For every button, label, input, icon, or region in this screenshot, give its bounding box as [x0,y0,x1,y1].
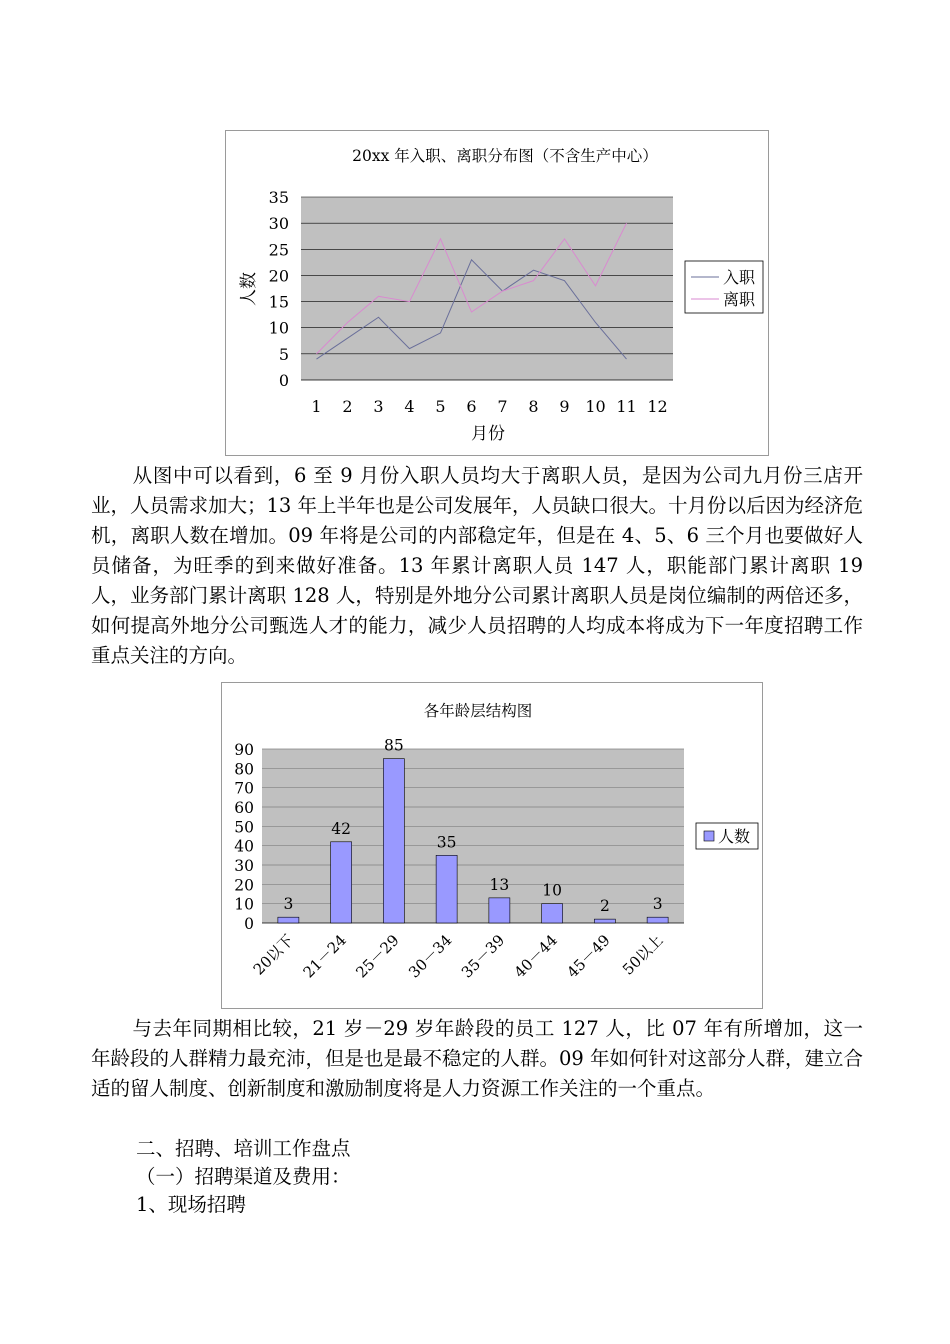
y-tick-label: 50 [234,818,254,837]
y-tick-label: 70 [234,779,254,798]
y-tick-label: 0 [278,371,289,390]
chart-title: 20xx 年入职、离职分布图（不含生产中心） [352,147,658,165]
x-tick-label: 35－39 [457,931,509,982]
data-label: 2 [599,897,610,916]
legend-label: 入职 [723,268,756,287]
hire-leave-chart [225,130,769,456]
paragraph-text: 从图中可以看到，6 至 9 月份入职人员均大于离职人员，是因为公司九月份三店开业，人员需求加大；13 年上半年也是公司发展年，人员缺口很大。十月份以后因为经济危机，离职人数在增加。09 年将是公司的内部稳定年，但是在 4、5、6 三个月也要做好人员储备，为旺季的到来做好准备。13 年累计离职人员 147 人，职能部门累计离职 19 人，业务部门累计离职 128 人，特别是外地分公司累计离职人员是岗位编制的两倍还多，如何提高外地分公司甄选人才的能力，减少人员招聘的人均成本将成为下一年度招聘工作重点关注的方向。 [91,464,864,667]
legend-swatch [704,831,714,841]
x-tick-label: 7 [497,397,508,416]
x-tick-label: 5 [435,397,446,416]
subsection-heading: （一）招聘渠道及费用： [136,1165,351,1188]
bar-21－24 [331,842,352,923]
y-tick-label: 60 [234,799,254,817]
y-tick-label: 15 [268,292,289,312]
age-structure-chart-svg [222,683,762,1008]
plot-area [262,749,684,923]
y-tick-label: 5 [278,344,289,364]
y-tick-label: 20 [234,876,254,895]
y-tick-label: 80 [234,760,254,779]
y-tick-label: 40 [234,837,254,856]
y-tick-label: 30 [268,214,289,234]
data-label: 3 [283,895,294,914]
x-tick-label: 25－29 [352,931,403,982]
bar-25－29 [383,759,404,923]
x-tick-label: 10 [585,397,606,416]
paragraph-text: 与去年同期相比较，21 岁－29 岁年龄段的员工 127 人，比 07 年有所增加，这一年龄段的人群精力最充沛，但是也是最不稳定的人群。09 年如何针对这部分人群，建立合适的留人制度、创新制度和激励制度将是人力资源工作关注的一个重点。 [91,1017,864,1100]
x-tick-label: 50以上 [619,931,667,979]
legend-label: 离职 [723,290,756,309]
chart-title: 各年龄层结构图 [423,702,533,720]
x-tick-label: 40－44 [510,931,561,982]
y-tick-label: 25 [268,240,289,260]
item-heading: 1、现场招聘 [136,1193,246,1216]
x-tick-label: 45－49 [563,931,614,982]
x-tick-label: 30－34 [405,931,456,982]
x-axis-label: 月份 [471,424,505,444]
y-tick-label: 0 [244,915,254,933]
data-label: 42 [331,819,351,838]
bar-45－49 [594,919,615,923]
data-label: 35 [436,833,457,852]
data-label: 85 [384,736,404,755]
data-label: 3 [652,895,663,914]
y-tick-label: 10 [268,318,289,338]
y-tick-label: 30 [234,857,254,875]
chart-legend [685,261,763,313]
chart-legend [696,823,758,849]
data-label: 13 [489,875,510,894]
y-tick-label: 35 [268,188,289,207]
plot-area [301,197,673,380]
bar-30－34 [436,855,457,923]
bar-40－44 [542,904,563,923]
bar-35－39 [489,898,510,923]
y-axis-label: 人数 [239,272,259,306]
y-tick-label: 90 [234,741,254,759]
y-tick-label: 10 [234,895,254,914]
x-tick-label: 4 [404,397,415,416]
x-tick-label: 12 [647,397,668,416]
bar-50以上 [647,917,668,923]
x-tick-label: 11 [616,397,637,416]
legend-label: 人数 [718,827,751,846]
x-tick-label: 21－24 [299,931,350,982]
x-tick-label: 8 [528,397,539,416]
age-structure-chart [221,682,763,1009]
section-heading: 二、招聘、培训工作盘点 [136,1137,351,1160]
paragraph-hiring-analysis [91,461,863,671]
paragraph-age-analysis [91,1014,863,1104]
bar-20以下 [278,917,299,923]
hire-leave-chart-svg [226,131,768,455]
x-tick-label: 1 [311,397,322,416]
x-tick-label: 2 [342,397,353,416]
y-tick-label: 20 [268,266,289,286]
x-tick-label: 20以下 [249,931,298,979]
x-tick-label: 3 [373,397,384,416]
x-tick-label: 6 [466,397,477,416]
x-tick-label: 9 [559,397,570,416]
data-label: 10 [542,881,562,900]
